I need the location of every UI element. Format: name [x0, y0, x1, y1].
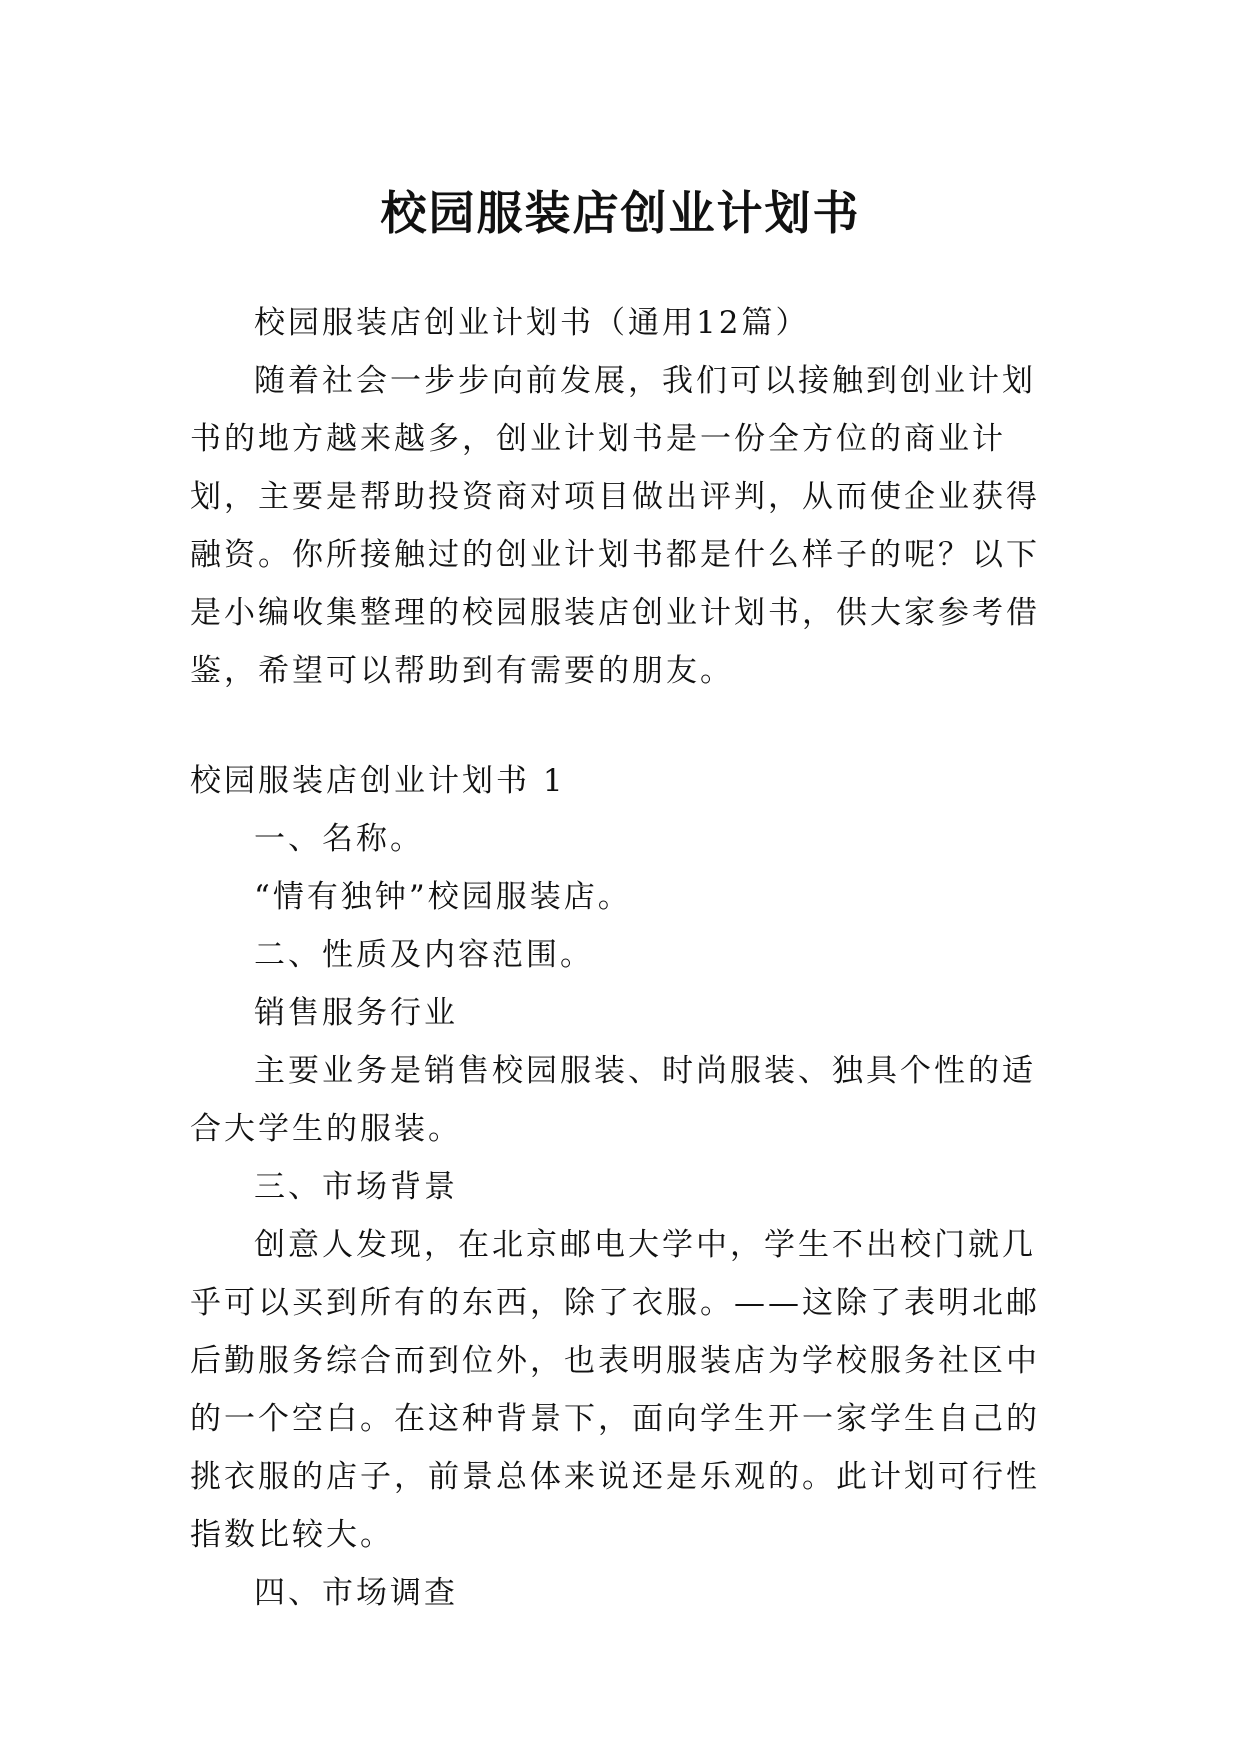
- section-item-nature: 二、性质及内容范围。: [254, 937, 594, 973]
- intro-paragraph: 随着社会一步步向前发展，我们可以接触到创业计划书的地方越来越多，创业计划书是一份全方位的商业计划，主要是帮助投资商对项目做出评判，从而使企业获得融资。你所接触过的创业计划书都是什么样子的呢？以下是小编收集整理的校园服装店创业计划书，供大家参考借鉴，希望可以帮助到有需要的朋友。: [190, 363, 1040, 689]
- section-heading: 校园服装店创业计划书 1: [190, 763, 566, 799]
- section-item-name: 一、名称。: [254, 821, 424, 857]
- shop-name-paragraph: “情有独钟”校园服装店。: [254, 879, 632, 915]
- business-paragraph: 主要业务是销售校园服装、时尚服装、独具个性的适合大学生的服装。: [190, 1053, 1036, 1147]
- section-item-market-background: 三、市场背景: [254, 1169, 458, 1205]
- section-1: [190, 752, 1055, 1622]
- document-title: 校园服装店创业计划书: [380, 185, 861, 240]
- section-item-market-research: 四、市场调查: [254, 1575, 458, 1611]
- intro-section: [190, 294, 1055, 700]
- industry-paragraph: 销售服务行业: [254, 995, 458, 1031]
- intro-subtitle: 校园服装店创业计划书（通用12篇）: [254, 305, 810, 341]
- market-background-paragraph: 创意人发现，在北京邮电大学中，学生不出校门就几乎可以买到所有的东西，除了衣服。——这除了表明北邮后勤服务综合而到位外，也表明服装店为学校服务社区中的一个空白。在这种背景下，面向学生开一家学生自己的挑衣服的店子，前景总体来说还是乐观的。此计划可行性指数比较大。: [190, 1227, 1040, 1553]
